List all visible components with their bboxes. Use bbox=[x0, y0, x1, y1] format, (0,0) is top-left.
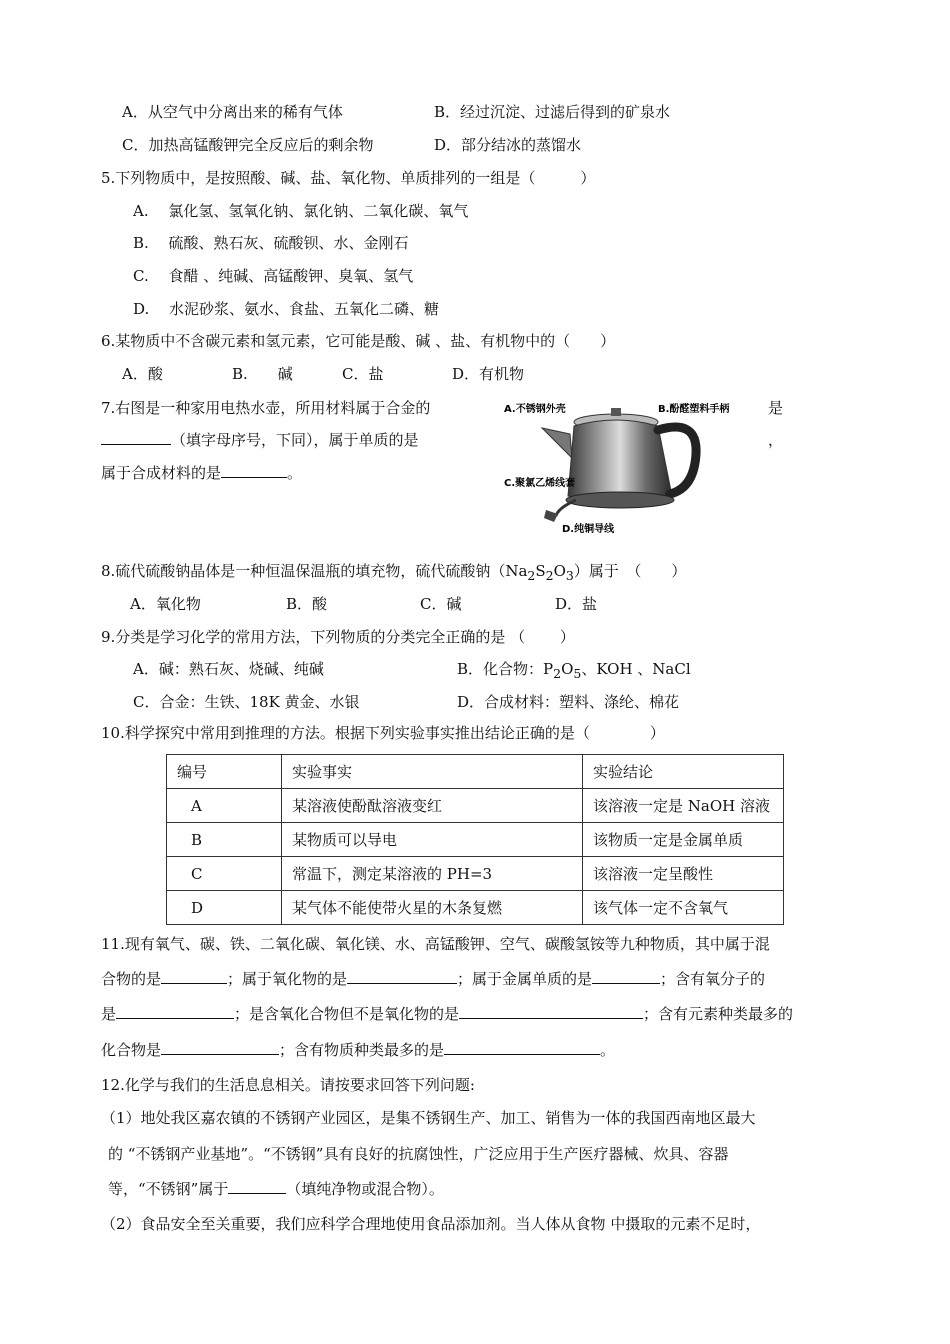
q8-option-b: B．酸 bbox=[286, 595, 328, 613]
q8-option-c: C．碱 bbox=[420, 595, 462, 613]
q10-table bbox=[166, 754, 784, 925]
table-cell: 某物质可以导电 bbox=[282, 823, 583, 857]
q8-stem bbox=[101, 561, 686, 586]
q9-option-b-end: 、KOH 、NaCl bbox=[581, 660, 691, 678]
table-row bbox=[167, 823, 784, 857]
q11-text: ；属于氧化物的是 bbox=[227, 970, 348, 988]
q9-stem: 9.分类是学习化学的常用方法，下列物质的分类完全正确的是 （ ） bbox=[101, 628, 575, 646]
answer-blank[interactable] bbox=[347, 969, 457, 984]
q8-subscript: 2 bbox=[527, 568, 536, 583]
q5-stem: 5.下列物质中，是按照酸、碱、盐、氧化物、单质排列的一组是（ ） bbox=[101, 169, 596, 187]
q11-line4 bbox=[101, 1040, 615, 1060]
q11-text: 。 bbox=[600, 1041, 616, 1059]
q12-stem: 12.化学与我们的生活息息相关。请按要求回答下列问题: bbox=[101, 1076, 475, 1094]
q11-text: ；是含氧化合物但不是氧化物的是 bbox=[234, 1005, 460, 1023]
q5-option-d: D. 水泥砂浆、氨水、食盐、五氧化二磷、糖 bbox=[133, 300, 440, 318]
q11-line1: 11.现有氧气、碳、铁、二氧化碳、氧化镁、水、高锰酸钾、空气、碳酸氢铵等九种物质，其中属于混 bbox=[101, 935, 770, 953]
q11-text: 化合物是 bbox=[101, 1041, 162, 1059]
q12-part1-line2: 的 “不锈钢产业基地”。“不锈钢”具有良好的抗腐蚀性，广泛应用于生产医疗器械、炊具、容器 bbox=[108, 1145, 729, 1163]
table-header-cell: 编号 bbox=[167, 755, 282, 789]
q8-subscript: 3 bbox=[565, 568, 574, 583]
q7-line1: 7.右图是一种家用电热水壶，所用材料属于合金的 bbox=[101, 399, 431, 417]
q8-option-d: D．盐 bbox=[555, 595, 598, 613]
table-cell: C bbox=[167, 857, 282, 891]
answer-blank[interactable] bbox=[161, 969, 227, 984]
power-cord bbox=[556, 500, 576, 516]
q6-option-c: C．盐 bbox=[342, 365, 384, 383]
answer-blank[interactable] bbox=[228, 1179, 286, 1194]
table-header-cell: 实验结论 bbox=[583, 755, 784, 789]
answer-blank[interactable] bbox=[116, 1004, 234, 1019]
kettle-spout bbox=[542, 428, 572, 458]
q7-line1-end: 是 bbox=[768, 399, 784, 417]
q9-option-b-text: B．化合物：P bbox=[457, 660, 554, 678]
q6-option-b: B. 碱 bbox=[232, 365, 293, 383]
q6-option-a: A．酸 bbox=[122, 365, 163, 383]
q4-option-c: C．加热高锰酸钾完全反应后的剩余物 bbox=[122, 136, 374, 154]
q5-option-c: C. 食醋 、纯碱、高锰酸钾、臭氧、氢气 bbox=[133, 267, 414, 285]
q12-part1-line1: （1）地处我区嘉农镇的不锈钢产业园区，是集不锈钢生产、加工、销售为一体的我国西南地区最大 bbox=[101, 1109, 756, 1127]
q8-formula-part: S bbox=[535, 562, 546, 580]
table-cell: 该物质一定是金属单质 bbox=[583, 823, 784, 857]
q11-line3 bbox=[101, 1004, 793, 1024]
table-cell: 某溶液使酚酞溶液变红 bbox=[282, 789, 583, 823]
kettle-label-b: B.酚醛塑料手柄 bbox=[658, 404, 730, 415]
q8-stem-end: ）属于 （ ） bbox=[573, 562, 687, 580]
answer-blank[interactable] bbox=[444, 1040, 600, 1055]
q7-line2-end: ， bbox=[768, 431, 784, 449]
q7-line3-text: 属于合成材料的是 bbox=[101, 464, 222, 482]
q6-option-d: D．有机物 bbox=[452, 365, 525, 383]
q5-option-b: B. 硫酸、熟石灰、硫酸钡、水、金刚石 bbox=[133, 234, 409, 252]
q11-text: ；含有氧分子的 bbox=[660, 970, 766, 988]
q11-text: ；含有物质种类最多的是 bbox=[279, 1041, 445, 1059]
q9-subscript: 5 bbox=[573, 666, 582, 681]
q12-part1-line3 bbox=[108, 1179, 444, 1199]
q12-text: （填纯净物或混合物）。 bbox=[286, 1180, 444, 1198]
q9-option-c: C．合金：生铁、18K 黄金、水银 bbox=[133, 693, 360, 711]
q7-line2 bbox=[101, 430, 419, 450]
q11-text: 合物的是 bbox=[101, 970, 162, 988]
q7-line3-end: 。 bbox=[287, 464, 303, 482]
table-cell: 该溶液一定呈酸性 bbox=[583, 857, 784, 891]
q5-option-a: A. 氯化氢、氢氧化钠、氯化钠、二氧化碳、氧气 bbox=[133, 202, 469, 220]
q4-option-b: B．经过沉淀、过滤后得到的矿泉水 bbox=[434, 103, 671, 121]
kettle-label-a: A.不锈钢外壳 bbox=[504, 404, 566, 415]
q4-option-d: D．部分结冰的蒸馏水 bbox=[434, 136, 582, 154]
kettle-knob bbox=[611, 408, 621, 416]
table-cell: B bbox=[167, 823, 282, 857]
q11-text: ；属于金属单质的是 bbox=[457, 970, 593, 988]
table-cell: 该气体一定不含氧气 bbox=[583, 891, 784, 925]
q4-option-a: A．从空气中分离出来的稀有气体 bbox=[122, 103, 343, 121]
q9-option-b bbox=[457, 659, 691, 684]
q9-option-a: A．碱：熟石灰、烧碱、纯碱 bbox=[133, 660, 324, 678]
table-cell: 该溶液一定是 NaOH 溶液 bbox=[583, 789, 784, 823]
table-cell: 某气体不能使带火星的木条复燃 bbox=[282, 891, 583, 925]
table-cell: D bbox=[167, 891, 282, 925]
q9-formula-part: O bbox=[561, 660, 574, 678]
answer-blank[interactable] bbox=[221, 463, 287, 478]
q8-option-a: A．氧化物 bbox=[130, 595, 201, 613]
q11-line2 bbox=[101, 969, 765, 989]
table-header-row bbox=[167, 755, 784, 789]
q10-stem: 10.科学探究中常用到推理的方法。根据下列实验事实推出结论正确的是（ ） bbox=[101, 724, 665, 742]
table-row bbox=[167, 857, 784, 891]
kettle-base bbox=[566, 492, 674, 508]
power-plug bbox=[544, 510, 558, 522]
q11-text: ；含有元素种类最多的 bbox=[643, 1005, 794, 1023]
table-row bbox=[167, 789, 784, 823]
table-row bbox=[167, 891, 784, 925]
answer-blank[interactable] bbox=[101, 430, 171, 445]
answer-blank[interactable] bbox=[459, 1004, 643, 1019]
table-cell: 常温下，测定某溶液的 PH=3 bbox=[282, 857, 583, 891]
q12-text: 等，“不锈钢”属于 bbox=[108, 1180, 229, 1198]
table-header-cell: 实验事实 bbox=[282, 755, 583, 789]
q7-line3 bbox=[101, 463, 302, 483]
answer-blank[interactable] bbox=[161, 1040, 279, 1055]
kettle-label-c: C.聚氯乙烯线套 bbox=[504, 478, 576, 489]
q7-line2-text: （填字母序号，下同），属于单质的是 bbox=[171, 431, 419, 449]
q8-stem-text: 8.硫代硫酸钠晶体是一种恒温保温瓶的填充物，硫代硫酸钠（Na bbox=[101, 562, 528, 580]
q9-subscript: 2 bbox=[553, 666, 562, 681]
q8-subscript: 2 bbox=[545, 568, 554, 583]
q12-part2-line1: （2）食品安全至关重要，我们应科学合理地使用食品添加剂。当人体从食物 中摄取的元素不足时， bbox=[101, 1215, 761, 1233]
q6-stem: 6.某物质中不含碳元素和氢元素，它可能是酸、碱 、盐、有机物中的（ ） bbox=[101, 332, 616, 350]
kettle-figure bbox=[498, 396, 758, 536]
table-cell: A bbox=[167, 789, 282, 823]
q8-formula-part: O bbox=[553, 562, 566, 580]
answer-blank[interactable] bbox=[592, 969, 660, 984]
kettle-label-d: D.纯铜导线 bbox=[562, 524, 615, 535]
q11-text: 是 bbox=[101, 1005, 117, 1023]
q9-option-d: D．合成材料：塑料、涤纶、棉花 bbox=[457, 693, 680, 711]
